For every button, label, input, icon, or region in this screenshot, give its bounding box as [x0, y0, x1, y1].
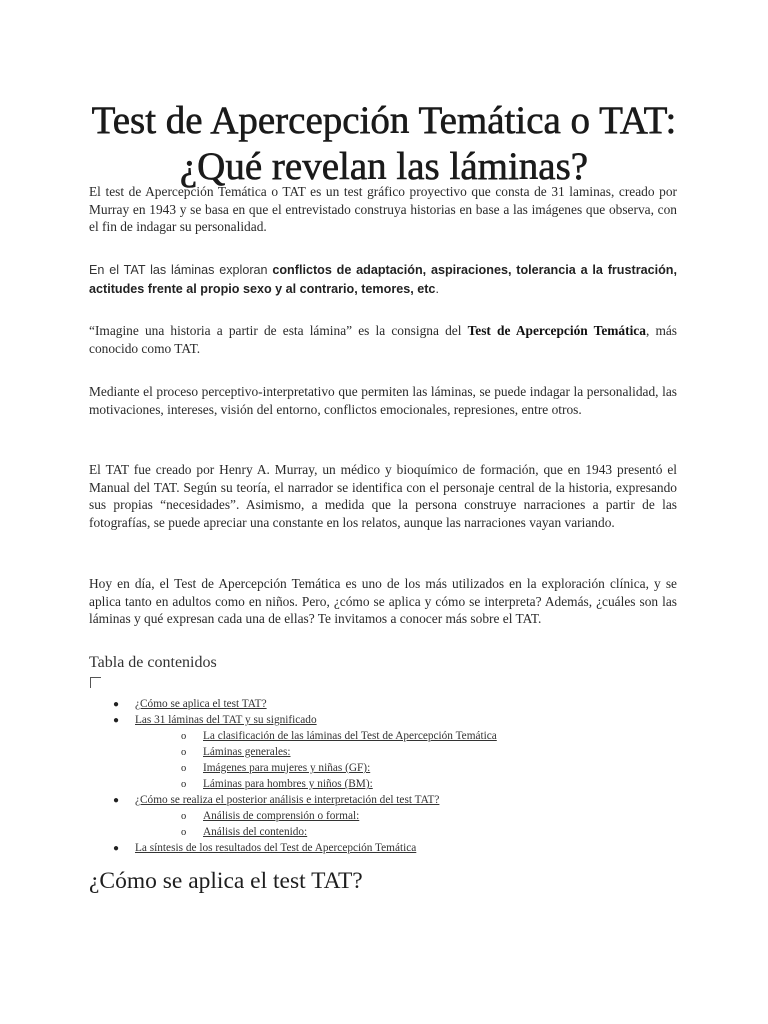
circle-bullet-icon: o: [181, 779, 187, 790]
bullet-icon: ●: [113, 715, 120, 726]
circle-bullet-icon: o: [181, 747, 187, 758]
section-heading: ¿Cómo se aplica el test TAT?: [89, 868, 363, 894]
paragraph-text: , más conocido como TAT.: [89, 323, 678, 356]
document-title: Test de Apercepción Temática o TAT: ¿Qué revelan las láminas?: [91, 99, 677, 188]
circle-bullet-icon: o: [181, 827, 187, 838]
bullet-icon: ●: [113, 699, 120, 710]
toc-link[interactable]: ¿Cómo se aplica el test TAT?: [135, 698, 267, 710]
toc-item[interactable]: [113, 713, 317, 728]
circle-bullet-icon: o: [181, 763, 187, 774]
paragraph-text: En el TAT las láminas exploran: [89, 263, 273, 277]
paragraph-bold-text: Test de Apercepción Temática: [467, 323, 646, 338]
paragraph-intro: El test de Apercepción Temática o TAT es un test gráfico proyectivo que consta de 31 laminas, creado por Murray en 1943 y se basa en que el entrevistado construya historias en base a las imágenes que observa, con el fin de indagar su personalidad.: [89, 184, 677, 234]
paragraph-consigna: [89, 322, 677, 357]
toc-subitem[interactable]: [181, 825, 307, 840]
toc-link[interactable]: Imágenes para mujeres y niñas (GF):: [203, 762, 371, 774]
toc-link[interactable]: La síntesis de los resultados del Test de Apercepción Temática: [135, 842, 417, 854]
toc-subitem[interactable]: [181, 761, 370, 776]
toc-link[interactable]: Análisis del contenido:: [203, 826, 308, 838]
toc-item[interactable]: [113, 841, 416, 856]
toc-subitem[interactable]: [181, 809, 359, 824]
paragraph-bold-text: conflictos de adaptación, aspiraciones, tolerancia a la frustración, actitudes frente al propio sexo y al contrario, temores, etc: [89, 263, 677, 296]
toc-subitem[interactable]: [181, 777, 373, 792]
paragraph-text: .: [435, 281, 439, 296]
paragraph-laminas-explore: [89, 261, 677, 298]
bullet-icon: ●: [113, 795, 120, 806]
toc-link[interactable]: La clasificación de las láminas del Test de Apercepción Temática: [203, 730, 497, 742]
toc-subitem[interactable]: [181, 745, 291, 760]
toc-item[interactable]: [113, 697, 267, 712]
bullet-icon: ●: [113, 843, 120, 854]
paragraph-proceso: Mediante el proceso perceptivo-interpretativo que permiten las láminas, se puede indagar la personalidad, las motivaciones, intereses, visión del entorno, conflictos emocionales, represiones, entre otros.: [89, 384, 677, 417]
paragraph-text: “Imagine una historia a partir de esta lámina” es la consigna del: [89, 323, 468, 338]
toc-link[interactable]: ¿Cómo se realiza el posterior análisis e interpretación del test TAT?: [135, 794, 440, 806]
toc-link[interactable]: Análisis de comprensión o formal:: [203, 810, 360, 822]
toc-link[interactable]: Las 31 láminas del TAT y su significado: [135, 714, 317, 726]
toc-link[interactable]: Láminas generales:: [203, 746, 291, 758]
toc-heading: Tabla de contenidos: [89, 654, 217, 671]
paragraph-murray: El TAT fue creado por Henry A. Murray, un médico y bioquímico de formación, que en 1943 presentó el Manual del TAT. Según su teoría, el narrador se identifica con el personaje central de la historia, expresando sus propias “necesidades”. Asimismo, a medida que la persona construye narraciones a partir de las fotografías, se puede apreciar una constante en los relatos, aunque las narraciones vayan variando.: [89, 462, 677, 530]
circle-bullet-icon: o: [181, 731, 187, 742]
circle-bullet-icon: o: [181, 811, 187, 822]
paragraph-hoy-en-dia: Hoy en día, el Test de Apercepción Temática es uno de los más utilizados en la exploración clínica, y se aplica tanto en adultos como en niños. Pero, ¿cómo se aplica y cómo se interpreta? Además, ¿cuáles son las láminas y qué expresan cada una de ellas? Te invitamos a conocer más sobre el TAT.: [89, 576, 677, 626]
toc-toggle-checkbox[interactable]: [90, 677, 101, 688]
toc-subitem[interactable]: [181, 729, 497, 744]
toc-link[interactable]: Láminas para hombres y niños (BM):: [203, 778, 373, 790]
toc-item[interactable]: [113, 793, 439, 808]
